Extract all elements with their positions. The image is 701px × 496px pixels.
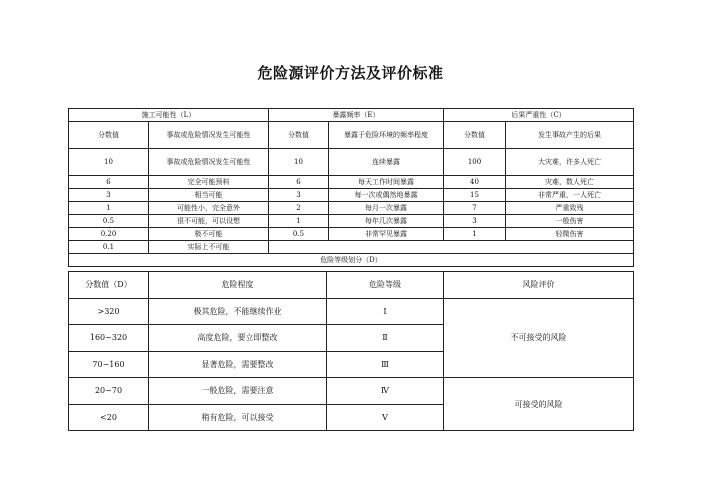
cell: 非常严重，一人死亡	[506, 189, 634, 202]
likelihood-score-col: 分数值	[69, 122, 149, 149]
cell: 灾难，数人死亡	[506, 176, 634, 189]
table-row	[69, 298, 634, 325]
cell: 20~70	[69, 378, 149, 405]
cell: 0.20	[69, 228, 149, 241]
cell: 0.5	[269, 228, 329, 241]
exposure-desc-col: 暴露于危险环境的频率程度	[329, 122, 444, 149]
consequence-score-col: 分数值	[444, 122, 506, 149]
table-row	[69, 241, 634, 254]
danger-degree-col: 危险程度	[149, 272, 327, 299]
consequence-desc-col: 发生事故产生的后果	[506, 122, 634, 149]
cell: 10	[69, 149, 149, 176]
cell: Ⅱ	[327, 325, 444, 352]
cell: 实际上不可能	[149, 241, 269, 254]
cell: 稍有危险，可以接受	[149, 404, 327, 431]
cell: 事故或危险情况发生可能性	[149, 149, 269, 176]
cell: 每年几次暴露	[329, 215, 444, 228]
cell: 40	[444, 176, 506, 189]
cell: 0.1	[69, 241, 149, 254]
table-row	[69, 202, 634, 215]
cell: 非常罕见暴露	[329, 228, 444, 241]
cell: 1	[69, 202, 149, 215]
table-row	[69, 176, 634, 189]
table-row	[69, 215, 634, 228]
cell: 每月一次暴露	[329, 202, 444, 215]
cell: 15	[444, 189, 506, 202]
danger-grade-col: 危险等级	[327, 272, 444, 299]
cell: 每天工作时间暴露	[329, 176, 444, 189]
cell: 很不可能，可以设想	[149, 215, 269, 228]
cell: 100	[444, 149, 506, 176]
cell: 3	[444, 215, 506, 228]
cell: 1	[444, 228, 506, 241]
cell: Ⅲ	[327, 351, 444, 378]
danger-score-col: 分数值（D）	[69, 272, 149, 299]
cell: 完全可能预料	[149, 176, 269, 189]
cell: 可能性小，完全意外	[149, 202, 269, 215]
cell: 极其危险，不能继续作业	[149, 298, 327, 325]
risk-unacceptable: 不可接受的风险	[444, 298, 634, 378]
risk-acceptable: 可接受的风险	[444, 378, 634, 431]
cell: 极不可能	[149, 228, 269, 241]
cell: 7	[444, 202, 506, 215]
cell: Ⅴ	[327, 404, 444, 431]
empty-cell	[269, 241, 634, 254]
cell: >320	[69, 298, 149, 325]
cell: 6	[269, 176, 329, 189]
table-row	[69, 149, 634, 176]
cell: 160~320	[69, 325, 149, 352]
danger-level-table	[68, 271, 634, 431]
cell: 一般危险，需要注意	[149, 378, 327, 405]
cell: 显著危险，需要整改	[149, 351, 327, 378]
cell: 1	[269, 215, 329, 228]
likelihood-desc-col: 事故或危险情况发生可能性	[149, 122, 269, 149]
cell: 6	[69, 176, 149, 189]
cell: 3	[69, 189, 149, 202]
cell: 严重致残	[506, 202, 634, 215]
cell: 连续暴露	[329, 149, 444, 176]
cell: 70~160	[69, 351, 149, 378]
consequence-header: 后果严重性（C）	[444, 109, 634, 122]
risk-evaluation-col: 风险评价	[444, 272, 634, 299]
cell: Ⅰ	[327, 298, 444, 325]
cell: 轻微伤害	[506, 228, 634, 241]
cell: 0.5	[69, 215, 149, 228]
cell: 高度危险，要立即整改	[149, 325, 327, 352]
lec-criteria-table	[68, 108, 634, 267]
table-row	[69, 189, 634, 202]
table-row	[69, 228, 634, 241]
cell: 3	[269, 189, 329, 202]
likelihood-header: 施工可能性（L）	[69, 109, 269, 122]
cell: 每一次或偶然地暴露	[329, 189, 444, 202]
cell: 相当可能	[149, 189, 269, 202]
cell: 大灾难，许多人死亡	[506, 149, 634, 176]
exposure-header: 暴露频率（E）	[269, 109, 444, 122]
table-row	[69, 378, 634, 405]
document-title: 危险源评价方法及评价标准	[257, 64, 444, 82]
cell: 2	[269, 202, 329, 215]
cell: 一般伤害	[506, 215, 634, 228]
danger-level-title: 危险等级划分（D）	[69, 254, 634, 267]
cell: <20	[69, 404, 149, 431]
cell: Ⅳ	[327, 378, 444, 405]
exposure-score-col: 分数值	[269, 122, 329, 149]
cell: 10	[269, 149, 329, 176]
